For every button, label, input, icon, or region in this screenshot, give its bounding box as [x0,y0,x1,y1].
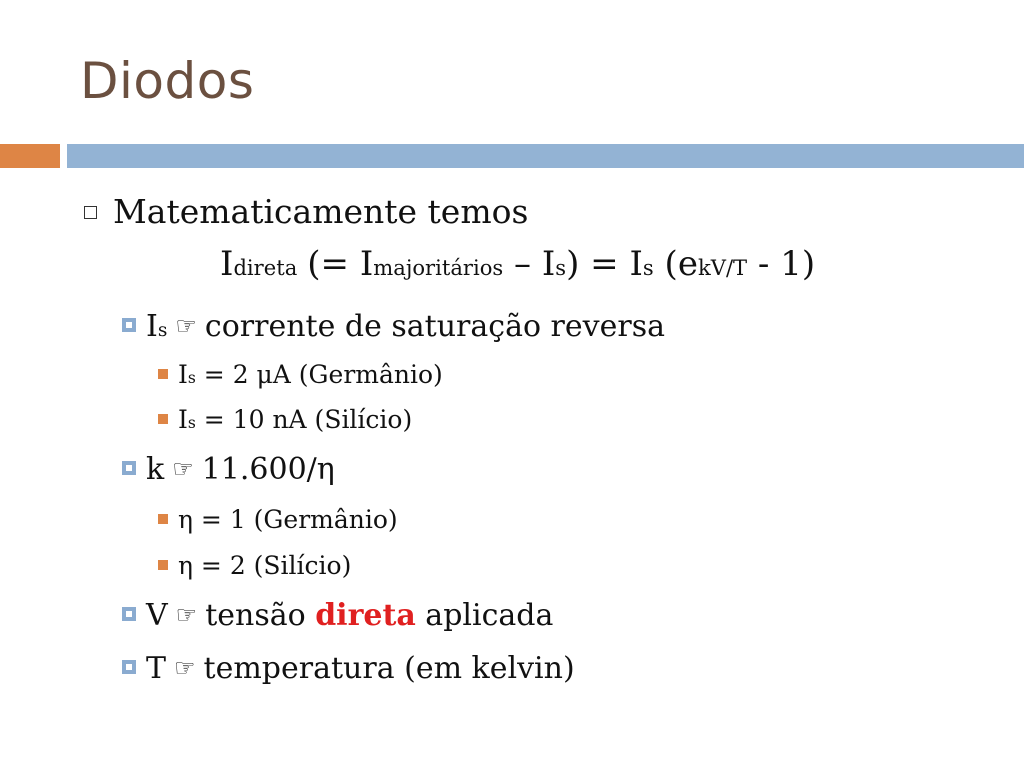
hollow-square-bullet-icon [84,206,97,219]
diode-equation: I direta (= I majoritários – I s ) = I s (e kV/T - 1) [220,244,816,284]
accent-bar-orange [0,144,60,168]
bullet-text: Matematicamente temos [113,192,529,231]
bullet-eta-germanium: η = 1 (Germânio) [158,505,398,534]
bullet-is-germanium: I s = 2 μA (Germânio) [158,360,443,389]
bullet-is: I s ☞ corrente de saturação reversa [122,309,665,344]
orange-square-bullet-icon [158,414,168,424]
pointing-hand-icon: ☞ [174,654,196,682]
orange-square-bullet-icon [158,369,168,379]
square-bullet-icon [122,461,136,475]
pointing-hand-icon: ☞ [175,601,198,629]
bullet-k: k ☞ 11.600/η [122,452,335,487]
bullet-is-silicon: I s = 10 nA (Silício) [158,405,412,434]
bullet-t: T ☞ temperatura (em kelvin) [122,651,575,686]
bullet-v: V ☞ tensão direta aplicada [122,598,553,633]
orange-square-bullet-icon [158,560,168,570]
accent-bar-blue [67,144,1024,168]
pointing-hand-icon: ☞ [172,455,194,483]
square-bullet-icon [122,660,136,674]
pointing-hand-icon: ☞ [175,312,197,340]
slide-title: Diodos [80,52,255,110]
highlight-direta: direta [315,598,416,633]
square-bullet-icon [122,607,136,621]
bullet-mathematically [84,192,528,231]
bullet-eta-silicon: η = 2 (Silício) [158,551,351,580]
square-bullet-icon [122,318,136,332]
orange-square-bullet-icon [158,514,168,524]
